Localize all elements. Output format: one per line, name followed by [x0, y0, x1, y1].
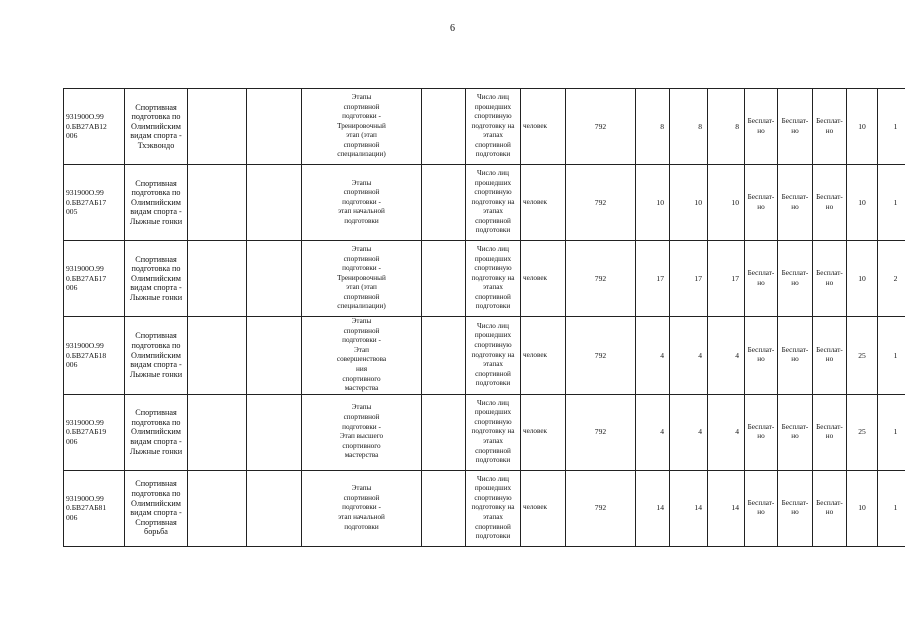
unit-cell: человек — [521, 241, 566, 317]
service-name-cell: Спортивная подготовка по Олимпийским видам спорта - Лыжные гонки — [125, 317, 188, 395]
value-year-1-cell: 8 — [636, 89, 670, 165]
training-stage-cell: Этапы спортивной подготовки - Этап высшего спортивного мастерства — [302, 394, 422, 470]
empty-criterion-cell — [247, 89, 302, 165]
okei-code-cell: 792 — [566, 165, 636, 241]
deviation-percent-cell: 25 — [847, 317, 878, 395]
deviation-absolute-cell: 1 — [878, 165, 905, 241]
value-year-2-cell: 14 — [670, 470, 708, 546]
indicator-name-cell: Число лиц прошедших спортивную подготовку на этапах спортивной подготовки — [466, 241, 521, 317]
value-year-1-cell: 17 — [636, 241, 670, 317]
value-year-3-cell: 8 — [708, 89, 745, 165]
okei-code-cell: 792 — [566, 241, 636, 317]
registry-code-cell: 931900О.99 0.БВ27АБ18 006 — [64, 317, 125, 395]
value-year-1-cell: 10 — [636, 165, 670, 241]
registry-code-cell: 931900О.99 0.БВ27АБ17 006 — [64, 241, 125, 317]
price-year-3-cell: Бесплат- но — [813, 241, 847, 317]
table-row — [64, 165, 905, 241]
empty-criterion-cell — [247, 470, 302, 546]
empty-criterion-cell — [188, 470, 247, 546]
okei-code-cell: 792 — [566, 317, 636, 395]
deviation-absolute-cell: 1 — [878, 89, 905, 165]
deviation-percent-cell: 10 — [847, 165, 878, 241]
service-name-cell: Спортивная подготовка по Олимпийским видам спорта - Лыжные гонки — [125, 394, 188, 470]
value-year-1-cell: 14 — [636, 470, 670, 546]
value-year-3-cell: 10 — [708, 165, 745, 241]
okei-code-cell: 792 — [566, 89, 636, 165]
deviation-absolute-cell: 1 — [878, 470, 905, 546]
table-row — [64, 89, 905, 165]
price-year-1-cell: Бесплат- но — [745, 470, 778, 546]
price-year-1-cell: Бесплат- но — [745, 394, 778, 470]
service-name-cell: Спортивная подготовка по Олимпийским видам спорта - Тхэквондо — [125, 89, 188, 165]
value-year-2-cell: 4 — [670, 394, 708, 470]
training-stage-cell: Этапы спортивной подготовки - этап начальной подготовки — [302, 165, 422, 241]
training-stage-cell: Этапы спортивной подготовки - Тренировочный этап (этап спортивной специализации) — [302, 89, 422, 165]
unit-cell: человек — [521, 89, 566, 165]
value-year-1-cell: 4 — [636, 394, 670, 470]
empty-criterion-cell — [422, 241, 466, 317]
indicator-name-cell: Число лиц прошедших спортивную подготовку на этапах спортивной подготовки — [466, 89, 521, 165]
value-year-3-cell: 17 — [708, 241, 745, 317]
value-year-3-cell: 14 — [708, 470, 745, 546]
table-row — [64, 317, 905, 395]
value-year-3-cell: 4 — [708, 394, 745, 470]
table-row — [64, 470, 905, 546]
unit-cell: человек — [521, 394, 566, 470]
price-year-2-cell: Бесплат- но — [778, 89, 813, 165]
empty-criterion-cell — [422, 317, 466, 395]
value-year-2-cell: 8 — [670, 89, 708, 165]
deviation-absolute-cell: 1 — [878, 394, 905, 470]
service-name-cell: Спортивная подготовка по Олимпийским видам спорта - Спортивная борьба — [125, 470, 188, 546]
okei-code-cell: 792 — [566, 394, 636, 470]
deviation-percent-cell: 10 — [847, 241, 878, 317]
registry-code-cell: 931900О.99 0.БВ27АБ19 006 — [64, 394, 125, 470]
okei-code-cell: 792 — [566, 470, 636, 546]
price-year-2-cell: Бесплат- но — [778, 470, 813, 546]
unit-cell: человек — [521, 470, 566, 546]
price-year-2-cell: Бесплат- но — [778, 317, 813, 395]
empty-criterion-cell — [247, 317, 302, 395]
price-year-1-cell: Бесплат- но — [745, 317, 778, 395]
unit-cell: человек — [521, 317, 566, 395]
training-stage-cell: Этапы спортивной подготовки - Тренировочный этап (этап спортивной специализации) — [302, 241, 422, 317]
price-year-2-cell: Бесплат- но — [778, 241, 813, 317]
value-year-2-cell: 10 — [670, 165, 708, 241]
price-year-3-cell: Бесплат- но — [813, 470, 847, 546]
empty-criterion-cell — [422, 394, 466, 470]
price-year-1-cell: Бесплат- но — [745, 89, 778, 165]
service-name-cell: Спортивная подготовка по Олимпийским видам спорта - Лыжные гонки — [125, 165, 188, 241]
registry-code-cell: 931900О.99 0.БВ27АБ17 005 — [64, 165, 125, 241]
table-row — [64, 241, 905, 317]
empty-criterion-cell — [188, 241, 247, 317]
price-year-2-cell: Бесплат- но — [778, 165, 813, 241]
value-year-2-cell: 17 — [670, 241, 708, 317]
empty-criterion-cell — [422, 165, 466, 241]
services-table — [63, 88, 905, 547]
deviation-absolute-cell: 2 — [878, 241, 905, 317]
value-year-2-cell: 4 — [670, 317, 708, 395]
registry-code-cell: 931900О.99 0.БВ27АБ81 006 — [64, 470, 125, 546]
value-year-3-cell: 4 — [708, 317, 745, 395]
empty-criterion-cell — [188, 394, 247, 470]
empty-criterion-cell — [247, 241, 302, 317]
empty-criterion-cell — [422, 89, 466, 165]
registry-code-cell: 931900О.99 0.БВ27АВ12 006 — [64, 89, 125, 165]
service-name-cell: Спортивная подготовка по Олимпийским видам спорта - Лыжные гонки — [125, 241, 188, 317]
indicator-name-cell: Число лиц прошедших спортивную подготовку на этапах спортивной подготовки — [466, 317, 521, 395]
price-year-1-cell: Бесплат- но — [745, 165, 778, 241]
value-year-1-cell: 4 — [636, 317, 670, 395]
table-body — [64, 89, 905, 547]
price-year-3-cell: Бесплат- но — [813, 317, 847, 395]
indicator-name-cell: Число лиц прошедших спортивную подготовку на этапах спортивной подготовки — [466, 470, 521, 546]
empty-criterion-cell — [188, 89, 247, 165]
empty-criterion-cell — [188, 317, 247, 395]
deviation-percent-cell: 10 — [847, 89, 878, 165]
indicator-name-cell: Число лиц прошедших спортивную подготовку на этапах спортивной подготовки — [466, 394, 521, 470]
empty-criterion-cell — [188, 165, 247, 241]
training-stage-cell: Этапы спортивной подготовки - этап начальной подготовки — [302, 470, 422, 546]
price-year-2-cell: Бесплат- но — [778, 394, 813, 470]
price-year-3-cell: Бесплат- но — [813, 89, 847, 165]
table-row — [64, 394, 905, 470]
empty-criterion-cell — [422, 470, 466, 546]
deviation-absolute-cell: 1 — [878, 317, 905, 395]
indicator-name-cell: Число лиц прошедших спортивную подготовку на этапах спортивной подготовки — [466, 165, 521, 241]
empty-criterion-cell — [247, 394, 302, 470]
deviation-percent-cell: 10 — [847, 470, 878, 546]
price-year-3-cell: Бесплат- но — [813, 394, 847, 470]
training-stage-cell: Этапы спортивной подготовки - Этап совершенствова ния спортивного мастерства — [302, 317, 422, 395]
page-number: 6 — [450, 23, 455, 34]
price-year-1-cell: Бесплат- но — [745, 241, 778, 317]
empty-criterion-cell — [247, 165, 302, 241]
price-year-3-cell: Бесплат- но — [813, 165, 847, 241]
deviation-percent-cell: 25 — [847, 394, 878, 470]
unit-cell: человек — [521, 165, 566, 241]
